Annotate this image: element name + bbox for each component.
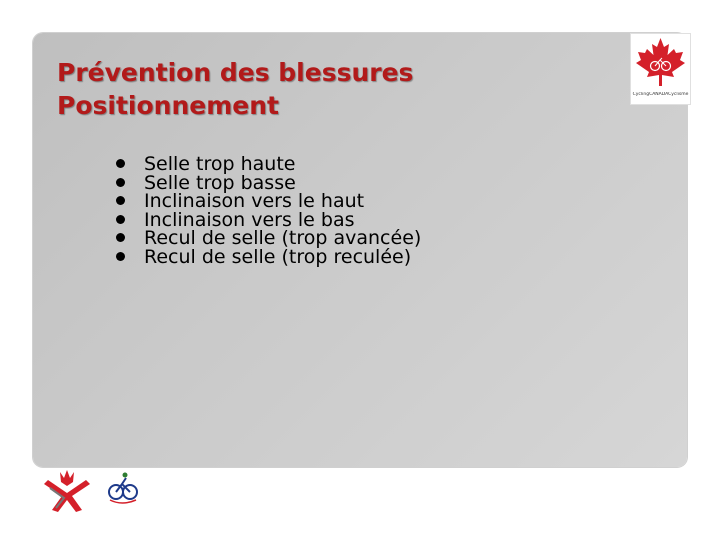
maple-leaf-icon (631, 34, 690, 94)
cyclist-icon (100, 470, 144, 506)
bullet-item: Selle trop basse (116, 174, 421, 193)
canada-games-logo (40, 466, 94, 516)
bullet-dot-icon (116, 196, 125, 205)
title-line-2: Positionnement (57, 91, 279, 120)
bullet-item: Inclinaison vers le bas (116, 211, 421, 230)
bullet-dot-icon (116, 178, 125, 187)
bullet-list (116, 155, 421, 266)
bullet-dot-icon (116, 233, 125, 242)
bullet-dot-icon (116, 215, 125, 224)
bullet-dot-icon (116, 252, 125, 261)
slide-title (57, 56, 577, 122)
canada-games-icon (40, 466, 94, 516)
bullet-item: Selle trop haute (116, 155, 421, 174)
bullet-dot-icon (116, 159, 125, 168)
bullet-item: Inclinaison vers le haut (116, 192, 421, 211)
bullet-item: Recul de selle (trop reculée) (116, 248, 421, 267)
bullet-item: Recul de selle (trop avancée) (116, 229, 421, 248)
title-line-1: Prévention des blessures (57, 58, 414, 87)
logo-caption: CyclingCANADACyclisme (632, 92, 689, 97)
cycling-event-logo (100, 470, 144, 516)
cycling-canada-logo (630, 33, 691, 105)
